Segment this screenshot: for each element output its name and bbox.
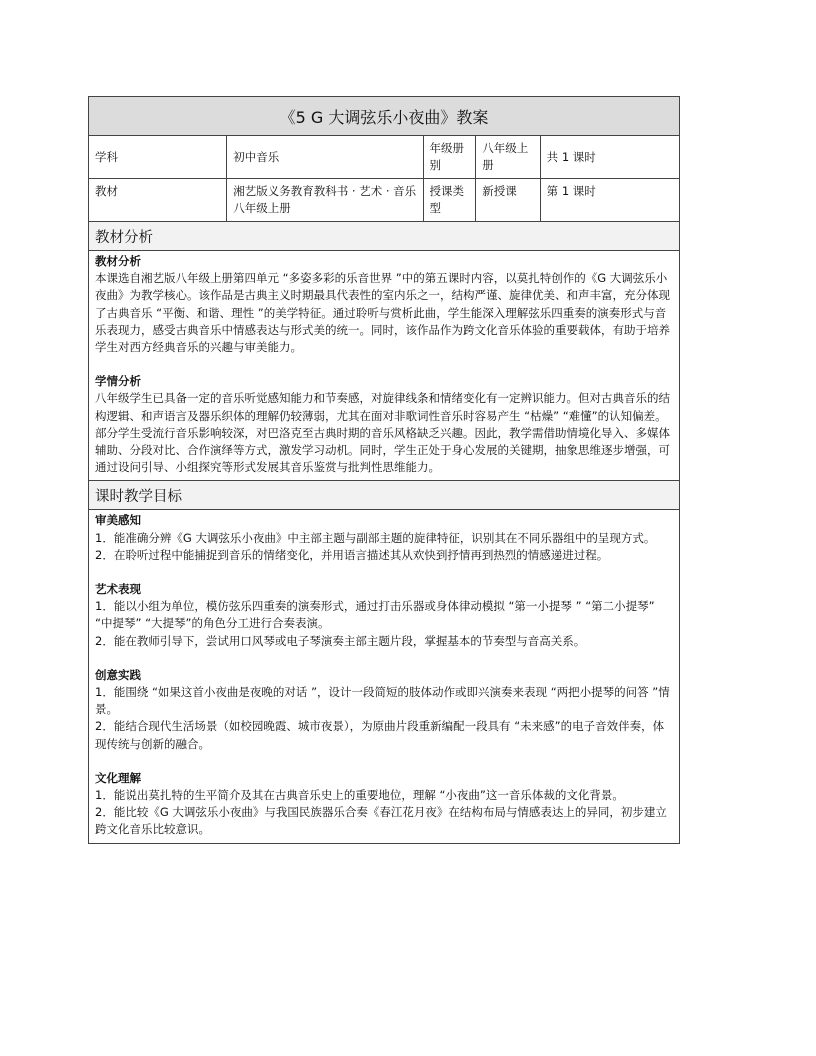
textbook-label: 教材 (89, 179, 227, 222)
goal-aesthetic-title: 审美感知 (95, 513, 141, 528)
student-analysis-text: 八年级学生已具备一定的音乐听觉感知能力和节奏感，对旋律线条和情绪变化有一定辨识能力。但对古典音乐的结构逻辑、和声语言及器乐织体的理解仍较薄弱，尤其在面对非歌词性音乐时容易产生 “枯燥” “难懂”的认知偏差。部分学生受流行音乐影响较深，对巴洛克至古典时期的音乐风格缺乏兴趣。因此，教学需借助情境化导入、多媒体辅助、分段对比、合作演绎等方式，激发学习动机。同时，学生正处于身心发展的关键期，抽象思维逐步增强，可通过设问引导、小组探究等形式发展其音乐鉴赏与批判性思维能力。 (95, 391, 670, 475)
goals-section (89, 510, 680, 843)
goal-creative-item-2: 2．能结合现代生活场景（如校园晚霞、城市夜景），为原曲片段重新编配一段具有 “未来感”的电子音效伴奏，体现传统与创新的融合。 (95, 719, 665, 751)
analysis-heading: 教材分析 (89, 222, 680, 251)
textbook-value: 湘艺版义务教育教科书 · 艺术 · 音乐八年级上册 (227, 179, 423, 222)
material-analysis-text: 本课选自湘艺版八年级上册第四单元 “多姿多彩的乐音世界 ”中的第五课时内容，以莫扎特创作的《G 大调弦乐小夜曲》为教学核心。该作品是古典主义时期最具代表性的室内乐之一，结构严谨、旋律优美、和声丰富，充分体现了古典音乐 “平衡、和谐、理性 ”的美学特征。通过聆听与赏析此曲，学生能深入理解弦乐四重奏的演奏形式与音乐表现力，感受古典音乐中情感表达与形式美的统一。同时，该作品作为跨文化音乐体验的重要载体，有助于培养学生对西方经典音乐的兴趣与审美能力。 (95, 271, 670, 355)
student-analysis-subheading: 学情分析 (95, 374, 141, 389)
lesson-number: 第 1 课时 (540, 179, 679, 222)
total-hours: 共 1 课时 (540, 136, 679, 179)
goal-performance-title: 艺术表现 (95, 582, 141, 597)
lesson-type-value: 新授课 (476, 179, 540, 222)
grade-value: 八年级上册 (476, 136, 540, 179)
material-analysis-subheading: 教材分析 (95, 254, 141, 268)
goal-culture-item-1: 1．能说出莫扎特的生平简介及其在古典音乐史上的重要地位，理解 “小夜曲”这一音乐体裁的文化背景。 (95, 788, 624, 803)
document-title: 《5 G 大调弦乐小夜曲》教案 (89, 97, 680, 136)
subject-label: 学科 (89, 136, 227, 179)
lesson-plan-table (88, 96, 680, 844)
goal-culture-item-2: 2．能比较《G 大调弦乐小夜曲》与我国民族器乐合奏《春江花月夜》在结构布局与情感表达上的异同，初步建立跨文化音乐比较意识。 (95, 805, 667, 837)
goal-aesthetic-item-1: 1．能准确分辨《G 大调弦乐小夜曲》中主部主题与副部主题的旋律特征，识别其在不同乐器组中的呈现方式。 (95, 530, 656, 545)
goal-creative-title: 创意实践 (95, 667, 141, 682)
goal-aesthetic-item-2: 2．在聆听过程中能捕捉到音乐的情绪变化，并用语言描述其从欢快到抒情再到热烈的情感递进过程。 (95, 547, 609, 562)
grade-label: 年级册别 (423, 136, 476, 179)
goal-performance-item-2: 2．能在教师引导下，尝试用口风琴或电子琴演奏主部主题片段，掌握基本的节奏型与音高关系。 (95, 633, 586, 648)
subject-value: 初中音乐 (227, 136, 423, 179)
analysis-section (89, 251, 680, 481)
goals-heading: 课时教学目标 (89, 481, 680, 510)
lesson-type-label: 授课类型 (423, 179, 476, 222)
lesson-plan-document (88, 96, 680, 844)
goal-creative-item-1: 1．能围绕 “如果这首小夜曲是夜晚的对话 ”，设计一段简短的肢体动作或即兴演奏来表现 “两把小提琴的问答 ”情景。 (95, 685, 670, 717)
goal-culture-title: 文化理解 (95, 770, 141, 785)
goal-performance-item-1: 1．能以小组为单位，模仿弦乐四重奏的演奏形式，通过打击乐器或身体律动模拟 “第一小提琴 ” “第二小提琴” “中提琴” “大提琴”的角色分工进行合奏表演。 (95, 599, 655, 631)
